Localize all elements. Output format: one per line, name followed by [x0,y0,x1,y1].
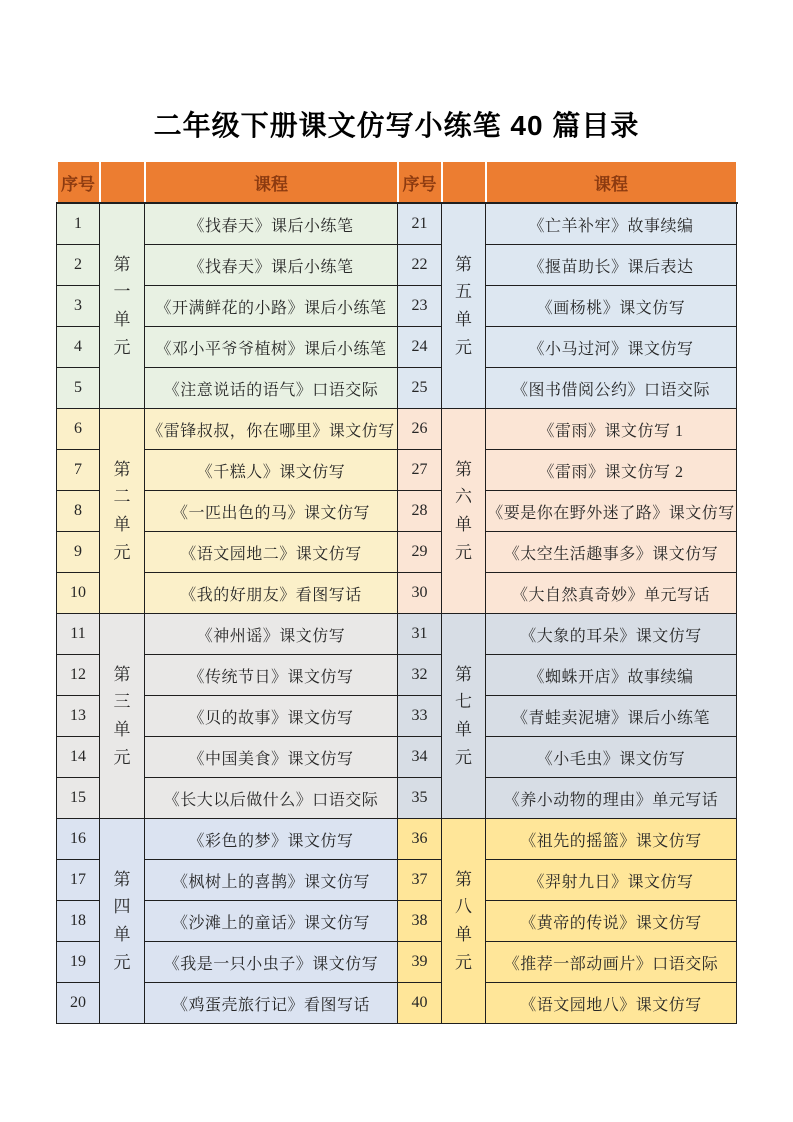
unit-label: 第七单元 [455,664,472,767]
unit-label: 第三单元 [113,664,131,767]
course-cell: 《青蛙卖泥塘》课后小练笔 [486,696,737,737]
course-cell: 《我的好朋友》看图写话 [145,573,398,614]
unit-cell [442,203,486,409]
course-cell: 《开满鲜花的小路》课后小练笔 [145,286,398,327]
table-row [57,491,737,532]
course-cell: 《雷锋叔叔，你在哪里》课文仿写 [145,409,398,450]
table-row [57,368,737,409]
course-cell: 《一匹出色的马》课文仿写 [145,491,398,532]
row-number-cell: 37 [398,860,442,901]
row-number-cell: 31 [398,614,442,655]
table-row [57,942,737,983]
row-number-cell: 22 [398,245,442,286]
unit-cell [100,614,145,819]
row-number-cell: 18 [57,901,100,942]
course-cell: 《养小动物的理由》单元写话 [486,778,737,819]
row-number-cell: 32 [398,655,442,696]
course-cell: 《彩色的梦》课文仿写 [145,819,398,860]
header-course-left: 课程 [145,161,398,203]
row-number-cell: 21 [398,203,442,245]
course-cell: 《贝的故事》课文仿写 [145,696,398,737]
course-cell: 《雷雨》课文仿写 1 [486,409,737,450]
course-cell: 《千糕人》课文仿写 [145,450,398,491]
table-row [57,203,737,245]
table-header-row [57,161,737,203]
row-number-cell: 6 [57,409,100,450]
row-number-cell: 5 [57,368,100,409]
row-number-cell: 30 [398,573,442,614]
table-row [57,286,737,327]
course-cell: 《推荐一部动画片》口语交际 [486,942,737,983]
course-cell: 《亡羊补牢》故事续编 [486,203,737,245]
course-cell: 《我是一只小虫子》课文仿写 [145,942,398,983]
row-number-cell: 26 [398,409,442,450]
row-number-cell: 9 [57,532,100,573]
course-cell: 《沙滩上的童话》课文仿写 [145,901,398,942]
course-cell: 《大自然真奇妙》单元写话 [486,573,737,614]
row-number-cell: 11 [57,614,100,655]
row-number-cell: 1 [57,203,100,245]
row-number-cell: 35 [398,778,442,819]
course-cell: 《雷雨》课文仿写 2 [486,450,737,491]
course-cell: 《画杨桃》课文仿写 [486,286,737,327]
header-unit-right [442,161,486,203]
row-number-cell: 8 [57,491,100,532]
toc-table [56,160,738,1024]
course-cell: 《注意说话的语气》口语交际 [145,368,398,409]
course-cell: 《图书借阅公约》口语交际 [486,368,737,409]
course-cell: 《枫树上的喜鹊》课文仿写 [145,860,398,901]
header-unit-left [100,161,145,203]
row-number-cell: 34 [398,737,442,778]
course-cell: 《邓小平爷爷植树》课后小练笔 [145,327,398,368]
row-number-cell: 36 [398,819,442,860]
table-row [57,327,737,368]
unit-label: 第五单元 [455,254,472,357]
row-number-cell: 12 [57,655,100,696]
course-cell: 《小毛虫》课文仿写 [486,737,737,778]
row-number-cell: 7 [57,450,100,491]
table-row [57,573,737,614]
table-row [57,532,737,573]
table-row [57,614,737,655]
course-cell: 《要是你在野外迷了路》课文仿写 [486,491,737,532]
course-cell: 《长大以后做什么》口语交际 [145,778,398,819]
course-cell: 《传统节日》课文仿写 [145,655,398,696]
row-number-cell: 13 [57,696,100,737]
page-title: 二年级下册课文仿写小练笔 40 篇目录 [153,110,640,141]
unit-label: 第二单元 [113,459,131,562]
unit-cell [442,614,486,819]
unit-label: 第一单元 [113,254,131,357]
row-number-cell: 2 [57,245,100,286]
course-cell: 《中国美食》课文仿写 [145,737,398,778]
table-row [57,901,737,942]
course-cell: 《羿射九日》课文仿写 [486,860,737,901]
header-num-right: 序号 [398,161,442,203]
row-number-cell: 4 [57,327,100,368]
header-num-left: 序号 [57,161,100,203]
unit-label: 第四单元 [113,869,131,972]
header-course-right: 课程 [486,161,737,203]
row-number-cell: 28 [398,491,442,532]
course-cell: 《找春天》课后小练笔 [145,245,398,286]
row-number-cell: 40 [398,983,442,1024]
course-cell: 《蜘蛛开店》故事续编 [486,655,737,696]
table-row [57,245,737,286]
course-cell: 《祖先的摇篮》课文仿写 [486,819,737,860]
row-number-cell: 10 [57,573,100,614]
row-number-cell: 38 [398,901,442,942]
toc-table-body [57,203,737,1024]
table-row [57,696,737,737]
course-cell: 《大象的耳朵》课文仿写 [486,614,737,655]
row-number-cell: 3 [57,286,100,327]
unit-cell [100,819,145,1024]
unit-cell [442,819,486,1024]
course-cell: 《语文园地八》课文仿写 [486,983,737,1024]
course-cell: 《太空生活趣事多》课文仿写 [486,532,737,573]
unit-cell [100,203,145,409]
course-cell: 《小马过河》课文仿写 [486,327,737,368]
row-number-cell: 19 [57,942,100,983]
row-number-cell: 27 [398,450,442,491]
unit-cell [442,409,486,614]
table-row [57,655,737,696]
table-row [57,737,737,778]
row-number-cell: 33 [398,696,442,737]
course-cell: 《找春天》课后小练笔 [145,203,398,245]
table-row [57,450,737,491]
row-number-cell: 17 [57,860,100,901]
unit-label: 第八单元 [455,869,472,972]
course-cell: 《揠苗助长》课后表达 [486,245,737,286]
table-row [57,819,737,860]
course-cell: 《神州谣》课文仿写 [145,614,398,655]
course-cell: 《黄帝的传说》课文仿写 [486,901,737,942]
table-row [57,860,737,901]
table-row [57,409,737,450]
row-number-cell: 25 [398,368,442,409]
row-number-cell: 20 [57,983,100,1024]
row-number-cell: 16 [57,819,100,860]
toc-table-header [57,161,737,203]
row-number-cell: 15 [57,778,100,819]
row-number-cell: 24 [398,327,442,368]
course-cell: 《鸡蛋壳旅行记》看图写话 [145,983,398,1024]
row-number-cell: 14 [57,737,100,778]
row-number-cell: 29 [398,532,442,573]
row-number-cell: 39 [398,942,442,983]
unit-label: 第六单元 [455,459,472,562]
row-number-cell: 23 [398,286,442,327]
course-cell: 《语文园地二》课文仿写 [145,532,398,573]
unit-cell [100,409,145,614]
table-row [57,778,737,819]
table-row [57,983,737,1024]
